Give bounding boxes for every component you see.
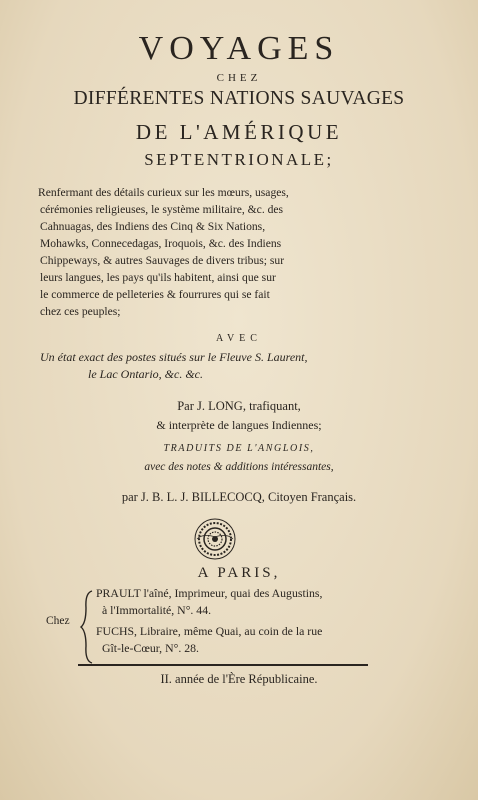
rosette-ornament-icon	[193, 517, 237, 561]
description-line: Cahnuagas, des Indiens des Cinq & Six Nations,	[40, 220, 266, 233]
description-line: Renfermant des détails curieux sur les mœurs, usages,	[38, 186, 289, 199]
description-line: le commerce de pelleteries & fourrures qui se fait	[40, 288, 270, 301]
imprint-line: Gît-le-Cœur, N°. 28.	[102, 641, 199, 655]
title-chez: CHEZ	[216, 72, 262, 84]
translation-notes: avec des notes & additions intéressantes,	[144, 461, 334, 473]
imprint-city: A PARIS,	[197, 565, 281, 581]
translator-line: par J. B. L. J. BILLECOCQ, Citoyen Français.	[121, 490, 357, 504]
description-line: leurs langues, les pays qu'ils habitent, ainsi que sur	[40, 271, 276, 284]
imprint-chez-label: Chez	[46, 615, 70, 627]
description-line: Chippeways, & autres Sauvages de divers tribus; sur	[40, 254, 285, 267]
etat-line: le Lac Ontario, &c. &c.	[88, 367, 203, 381]
description-line: chez ces peuples;	[40, 305, 121, 318]
author-role: & interprète de langues Indiennes;	[156, 418, 322, 432]
translation-heading: TRADUITS DE L'ANGLOIS,	[163, 443, 315, 454]
title-voyages: VOYAGES	[138, 30, 340, 67]
title-amerique: DE L'AMÉRIQUE	[135, 120, 343, 144]
imprint-block	[40, 586, 460, 666]
imprint-line: PRAULT l'aîné, Imprimeur, quai des Augustins,	[96, 586, 323, 600]
etat-line: Un état exact des postes situés sur le Fleuve S. Laurent,	[40, 350, 308, 364]
description-line: Mohawks, Connecedagas, Iroquois, &c. des Indiens	[40, 237, 282, 250]
author-line: Par J. LONG, trafiquant,	[177, 399, 301, 413]
avec-heading: AVEC	[216, 333, 262, 344]
curly-brace-icon	[80, 590, 94, 664]
horizontal-rule	[78, 664, 368, 666]
title-nations: DIFFÉRENTES NATIONS SAUVAGES	[73, 88, 405, 109]
publication-date: II. année de l'Ère Républicaine.	[160, 672, 318, 686]
description-line: cérémonies religieuses, le système militaire, &c. des	[40, 203, 284, 216]
imprint-line: FUCHS, Libraire, même Quai, au coin de la rue	[96, 624, 323, 638]
imprint-line: à l'Immortalité, N°. 44.	[102, 603, 212, 617]
title-septentrionale: SEPTENTRIONALE;	[144, 150, 334, 169]
etat-paragraph	[40, 349, 448, 383]
description-paragraph	[38, 184, 456, 320]
